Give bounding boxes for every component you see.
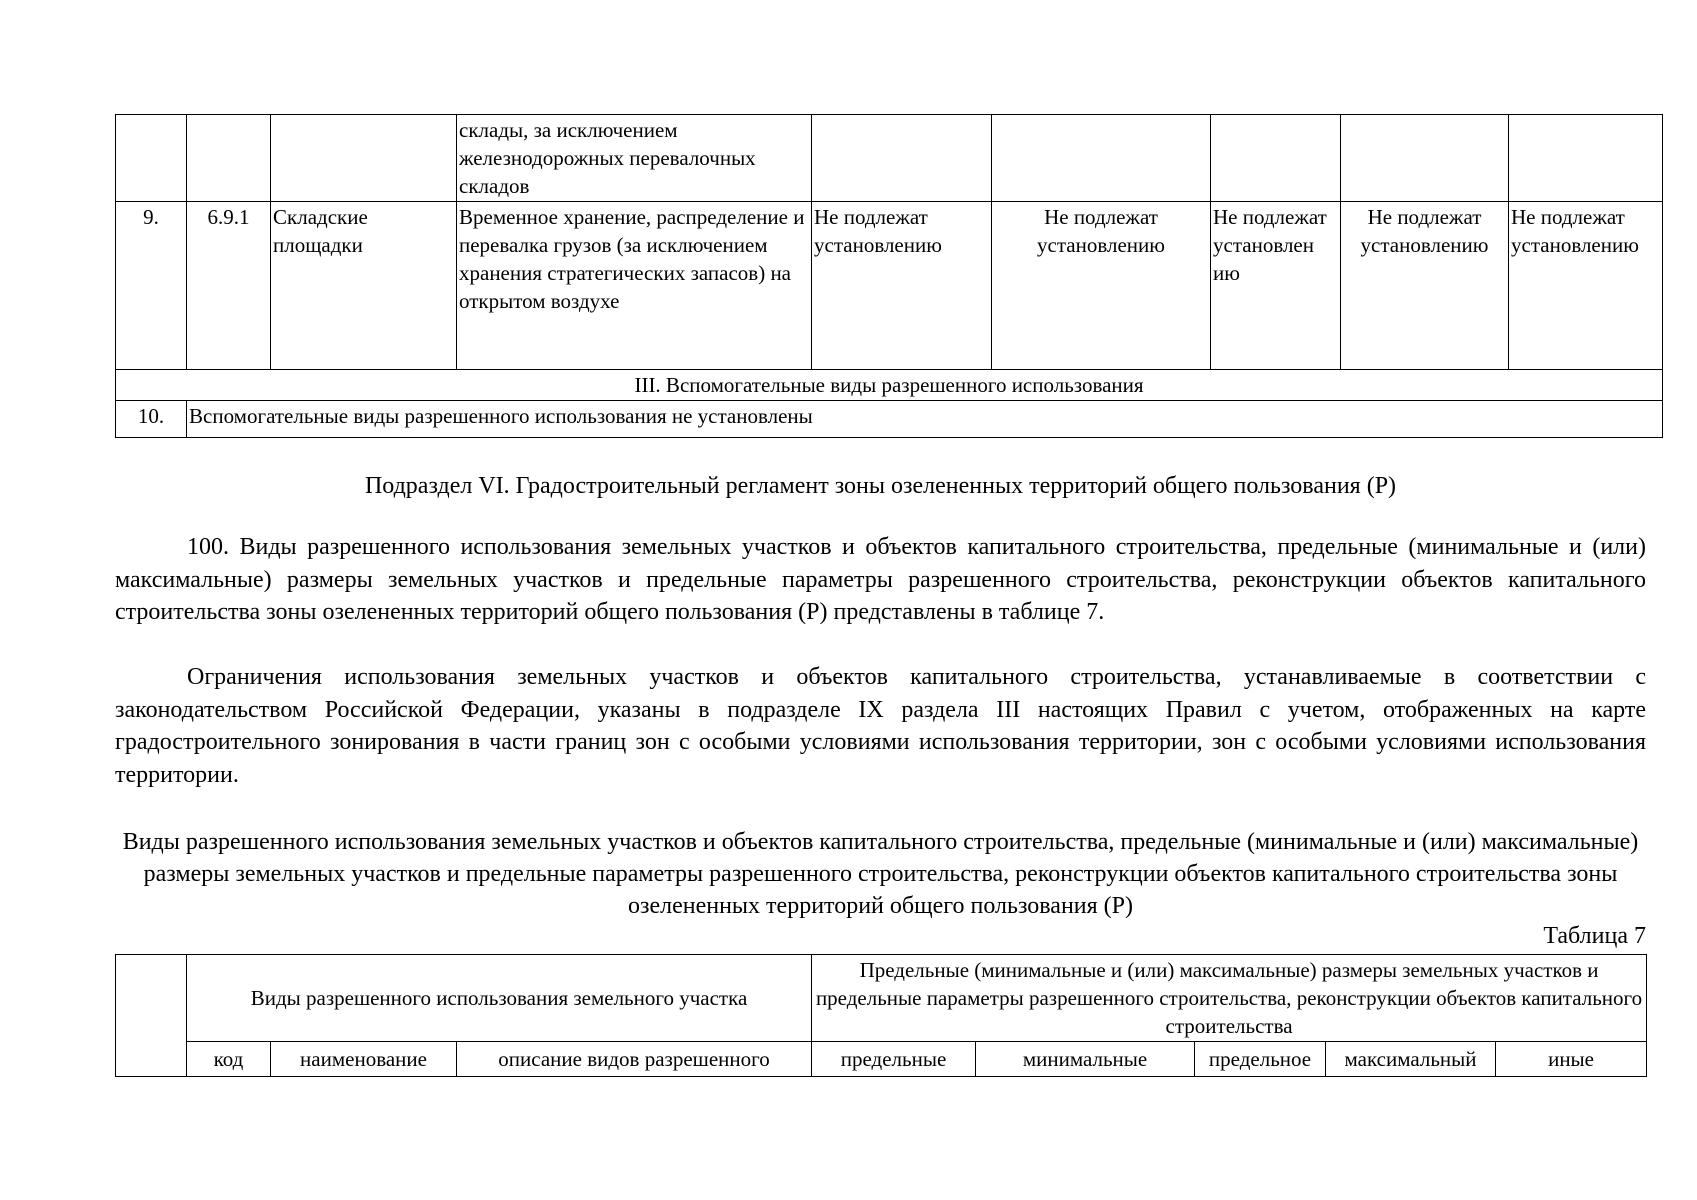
- cell-param: Не подлежат установлению: [992, 202, 1211, 370]
- cell-number: 9.: [116, 202, 187, 370]
- table-row: [116, 955, 1647, 1042]
- subheader: наименование: [271, 1042, 457, 1077]
- table-number: Таблица 7: [1543, 923, 1646, 949]
- cell-number: 10.: [116, 401, 187, 438]
- cell-description: Временное хранение, распределение и перевалка грузов (за исключением хранения стратегических запасов) на открытом воздухе: [457, 202, 812, 370]
- subheader: код: [187, 1042, 271, 1077]
- subheader: иные: [1496, 1042, 1647, 1077]
- section-title: III. Вспомогательные виды разрешенного использования: [116, 370, 1663, 401]
- cell-param: Не подлежат установлению: [812, 202, 992, 370]
- cell-code: 6.9.1: [187, 202, 271, 370]
- table-row: [116, 401, 1663, 438]
- table-row: [116, 370, 1663, 401]
- table-row: [116, 115, 1663, 202]
- table-header: [115, 954, 1647, 1077]
- cell-param: Не подлежат установлению: [1509, 202, 1663, 370]
- cell-param: Не подлежат установлен ию: [1211, 202, 1341, 370]
- cell-param: Не подлежат установлению: [1341, 202, 1509, 370]
- header-left: Виды разрешенного использования земельного участка: [187, 955, 812, 1042]
- cell-description: склады, за исключением железнодорожных перевалочных складов: [457, 115, 812, 202]
- table-caption: Виды разрешенного использования земельных участков и объектов капитального строительства, предельные (минимальные и (или) максимальные) размеры земельных участков и предельные параметры разрешенного строительства, реконструкции объектов капитального строительства зоны озелененных территорий общего пользования (Р): [122, 829, 1639, 919]
- subheader: описание видов разрешенного: [457, 1042, 812, 1077]
- subsection-title: Подраздел VI. Градостроительный регламент зоны озелененных территорий общего пользования (Р): [364, 473, 1397, 499]
- cell-text: Вспомогательные виды разрешенного использования не установлены: [187, 401, 1663, 438]
- subheader: минимальные: [976, 1042, 1195, 1077]
- table-row: [116, 202, 1663, 370]
- paragraph: 100. Виды разрешенного использования земельных участков и объектов капитального строительства, предельные (минимальные и (или) максимальные) размеры земельных участков и предельные параметры разрешенного строительства, реконструкции объектов капитального строительства зоны озелененных территорий общего пользования (Р) представлены в таблице 7.: [115, 534, 1646, 625]
- header-right: Предельные (минимальные и (или) максимальные) размеры земельных участков и предельные параметры разрешенного строительства, реконструкции объектов капитального строительства: [812, 955, 1647, 1042]
- subheader: предельные: [812, 1042, 976, 1077]
- table-row: [116, 1042, 1647, 1077]
- subheader: предельное: [1195, 1042, 1326, 1077]
- table-continuation: [115, 114, 1663, 438]
- cell-name: Складские площадки: [271, 202, 457, 370]
- paragraph: Ограничения использования земельных участков и объектов капитального строительства, устанавливаемые в соответствии с законодательством Российской Федерации, указаны в подразделе IX раздела III настоящих Правил с учетом, отображенных на карте градостроительного зонирования в части границ зон с особыми условиями использования территории, зон с особыми условиями использования территории.: [115, 664, 1646, 788]
- subheader: максимальный: [1326, 1042, 1496, 1077]
